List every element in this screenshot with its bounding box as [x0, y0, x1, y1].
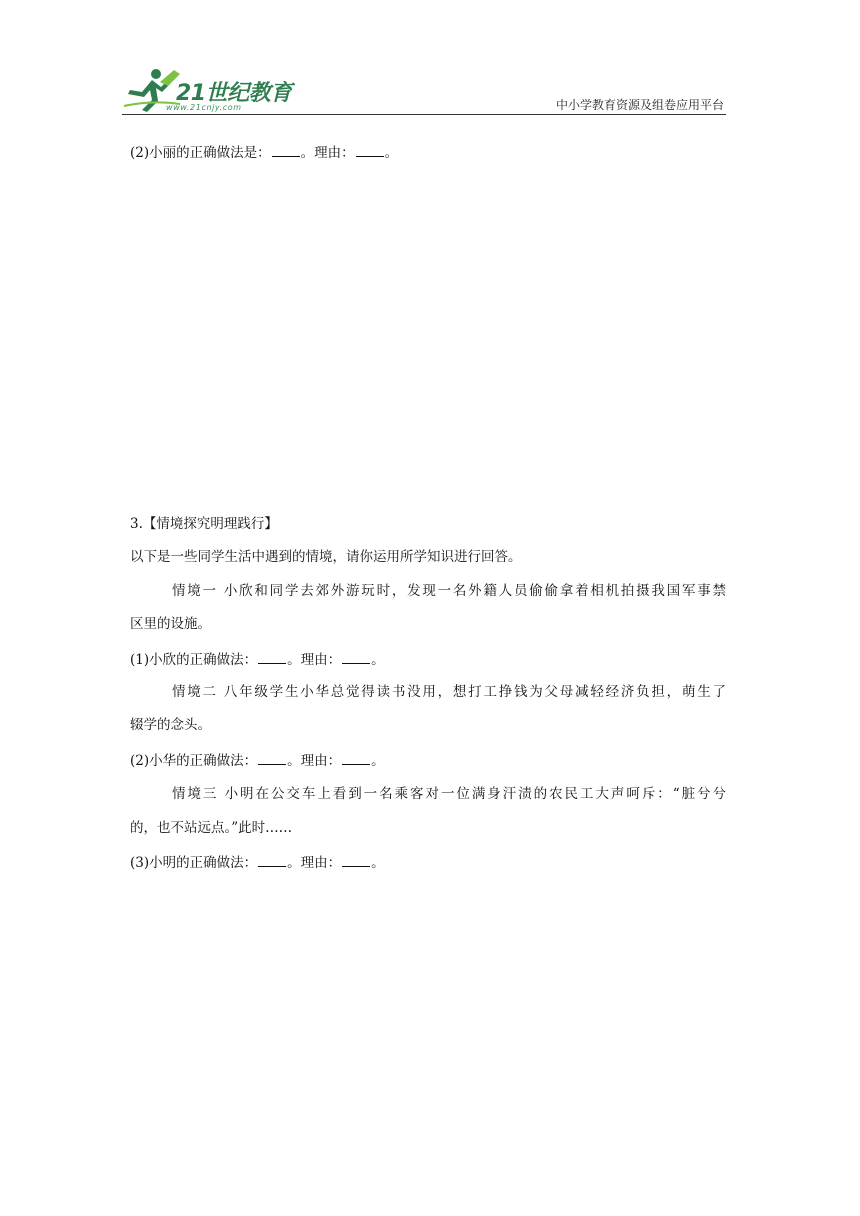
q3-part2-end: 。	[371, 753, 385, 769]
header-divider	[122, 114, 726, 115]
q3-situation3-line1: 情境三 小明在公交车上看到一名乘客对一位满身汗渍的农民工大声呵斥：“脏兮兮	[172, 786, 726, 802]
q2-part2-line	[130, 143, 398, 163]
q3-part1-end: 。	[371, 652, 385, 668]
platform-name: 中小学教育资源及组卷应用平台	[555, 98, 724, 112]
answer-blank[interactable]	[342, 651, 370, 664]
q3-situation1-line2: 区里的设施。	[130, 616, 211, 632]
q2-part2-mid: 。理由：	[300, 145, 355, 161]
q2-part2-end: 。	[384, 145, 399, 161]
answer-blank[interactable]	[258, 752, 286, 765]
q3-situation2-line2: 辍学的念头。	[130, 717, 211, 733]
q3-part2-mid: 。理由：	[287, 753, 342, 769]
answer-blank[interactable]	[356, 144, 384, 157]
q2-part2-prefix: (2)小丽的正确做法是：	[130, 145, 271, 161]
q3-situation3-line2: 的，也不站远点。”此时……	[130, 820, 293, 836]
logo-url: www.21cnjy.com	[166, 103, 242, 112]
q3-part3-end: 。	[371, 855, 385, 871]
q3-part3-line	[130, 853, 385, 873]
answer-blank[interactable]	[342, 752, 370, 765]
page-header	[122, 66, 726, 116]
answer-blank[interactable]	[272, 144, 300, 157]
logo-text: 21世纪教育	[176, 81, 292, 106]
q3-part2-line	[130, 751, 385, 771]
q3-part2-prefix: (2)小华的正确做法：	[130, 753, 258, 769]
q3-intro: 以下是一些同学生活中遇到的情境，请你运用所学知识进行回答。	[130, 549, 522, 565]
q3-title: 3.【情境探究明理践行】	[130, 516, 278, 532]
q3-part1-line	[130, 650, 385, 670]
answer-blank[interactable]	[258, 651, 286, 664]
q3-part1-prefix: (1)小欣的正确做法：	[130, 652, 258, 668]
q3-situation2-line1: 情境二 八年级学生小华总觉得读书没用，想打工挣钱为父母减轻经济负担，萌生了	[172, 684, 726, 700]
q3-part3-mid: 。理由：	[287, 855, 342, 871]
q3-situation1-line1: 情境一 小欣和同学去郊外游玩时，发现一名外籍人员偷偷拿着相机拍摄我国军事禁	[172, 583, 726, 599]
answer-blank[interactable]	[342, 854, 370, 867]
logo	[122, 66, 302, 114]
q3-part3-prefix: (3)小明的正确做法：	[130, 855, 258, 871]
q3-part1-mid: 。理由：	[287, 652, 342, 668]
answer-blank[interactable]	[258, 854, 286, 867]
